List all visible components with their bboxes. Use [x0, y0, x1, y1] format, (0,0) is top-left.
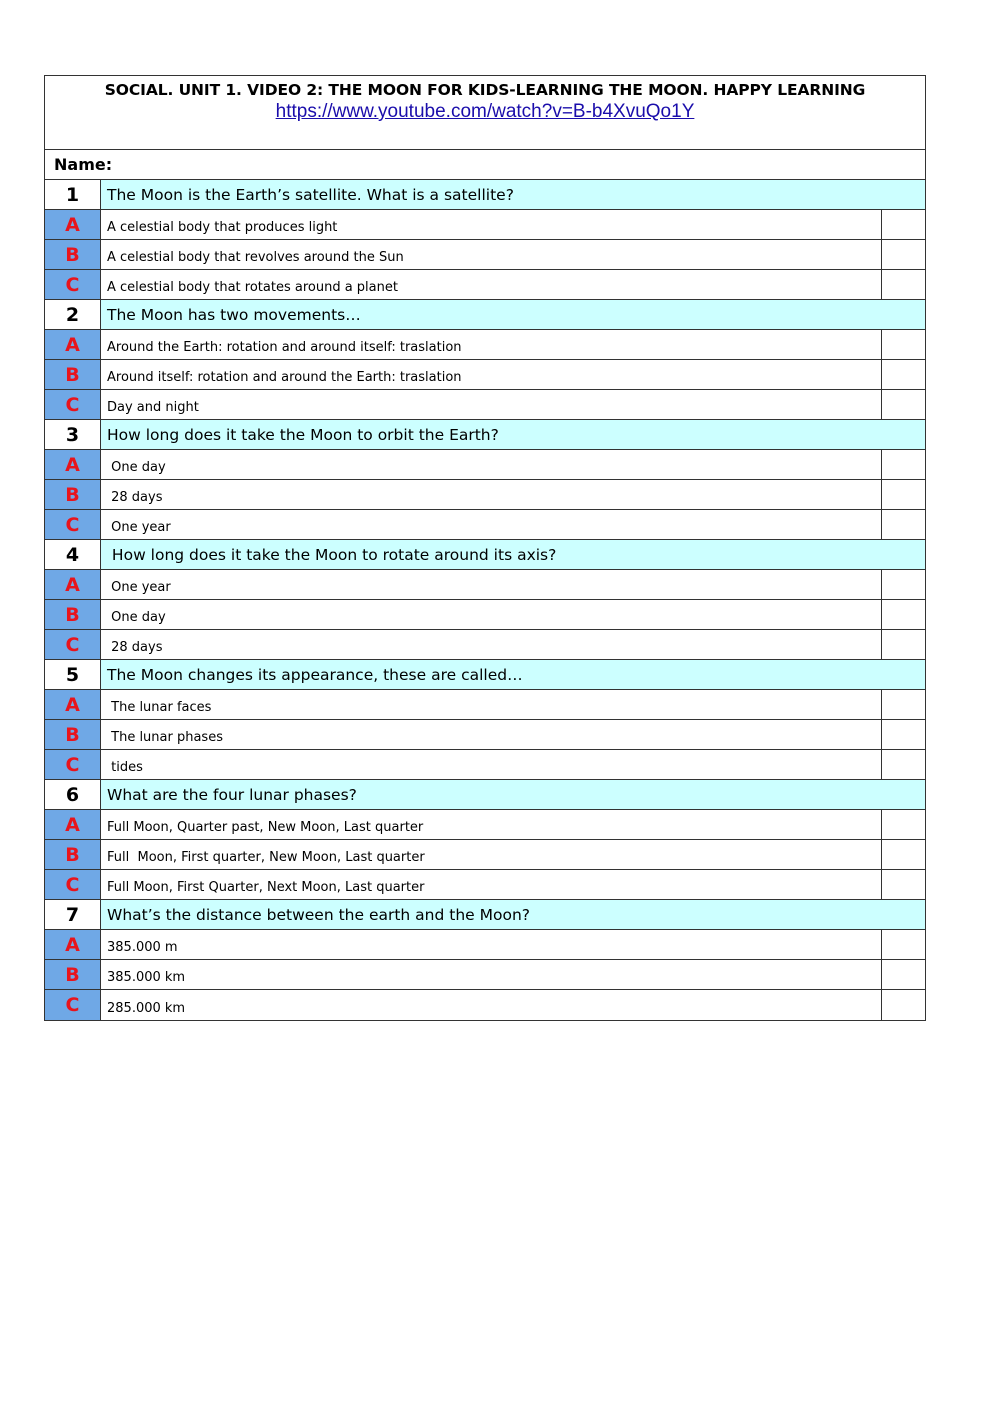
- answer-text: 28 days: [101, 630, 882, 659]
- answer-letter: A: [45, 210, 101, 239]
- answer-text: Full Moon, Quarter past, New Moon, Last quarter: [101, 810, 882, 839]
- answer-checkbox[interactable]: [882, 930, 925, 959]
- answer-text: Full Moon, First quarter, New Moon, Last quarter: [101, 840, 882, 869]
- answer-letter: B: [45, 480, 101, 509]
- answer-option-row: [45, 210, 925, 240]
- answer-letter: C: [45, 630, 101, 659]
- answer-letter: C: [45, 990, 101, 1020]
- answer-checkbox[interactable]: [882, 690, 925, 719]
- answer-option-row: [45, 840, 925, 870]
- answer-text: Around itself: rotation and around the Earth: traslation: [101, 360, 882, 389]
- answer-option-row: [45, 990, 925, 1020]
- answer-option-row: [45, 390, 925, 420]
- answer-letter: B: [45, 840, 101, 869]
- question-row: [45, 180, 925, 210]
- answer-option-row: [45, 360, 925, 390]
- answer-option-row: [45, 450, 925, 480]
- answer-checkbox[interactable]: [882, 960, 925, 989]
- answer-letter: A: [45, 930, 101, 959]
- question-number: 4: [45, 540, 101, 569]
- answer-checkbox[interactable]: [882, 390, 925, 419]
- answer-checkbox[interactable]: [882, 630, 925, 659]
- answer-letter: B: [45, 360, 101, 389]
- answer-checkbox[interactable]: [882, 810, 925, 839]
- answer-checkbox[interactable]: [882, 360, 925, 389]
- answer-option-row: [45, 870, 925, 900]
- question-row: [45, 900, 925, 930]
- answer-option-row: [45, 720, 925, 750]
- answer-text: A celestial body that revolves around the Sun: [101, 240, 882, 269]
- answer-letter: A: [45, 690, 101, 719]
- answer-letter: B: [45, 720, 101, 749]
- question-number: 2: [45, 300, 101, 329]
- answer-text: A celestial body that rotates around a planet: [101, 270, 882, 299]
- question-row: [45, 660, 925, 690]
- question-text: How long does it take the Moon to rotate around its axis?: [101, 540, 925, 569]
- answer-text: Around the Earth: rotation and around itself: traslation: [101, 330, 882, 359]
- question-row: [45, 420, 925, 450]
- answer-letter: C: [45, 390, 101, 419]
- answer-checkbox[interactable]: [882, 750, 925, 779]
- answer-checkbox[interactable]: [882, 210, 925, 239]
- answer-letter: A: [45, 810, 101, 839]
- question-text: What’s the distance between the earth and the Moon?: [101, 900, 925, 929]
- answer-checkbox[interactable]: [882, 330, 925, 359]
- answer-checkbox[interactable]: [882, 240, 925, 269]
- answer-option-row: [45, 480, 925, 510]
- question-row: [45, 300, 925, 330]
- name-label: Name:: [54, 155, 113, 174]
- answer-checkbox[interactable]: [882, 480, 925, 509]
- answer-checkbox[interactable]: [882, 840, 925, 869]
- questions-list: [45, 180, 925, 1020]
- answer-text: 28 days: [101, 480, 882, 509]
- answer-letter: A: [45, 330, 101, 359]
- answer-option-row: [45, 960, 925, 990]
- answer-option-row: [45, 510, 925, 540]
- question-row: [45, 780, 925, 810]
- question-number: 1: [45, 180, 101, 209]
- answer-text: The lunar phases: [101, 720, 882, 749]
- answer-checkbox[interactable]: [882, 720, 925, 749]
- answer-letter: C: [45, 870, 101, 899]
- answer-option-row: [45, 630, 925, 660]
- answer-letter: B: [45, 240, 101, 269]
- video-link[interactable]: https://www.youtube.com/watch?v=B-b4XvuQo1Y: [275, 101, 695, 122]
- answer-letter: C: [45, 270, 101, 299]
- answer-letter: C: [45, 750, 101, 779]
- answer-text: tides: [101, 750, 882, 779]
- answer-checkbox[interactable]: [882, 270, 925, 299]
- answer-option-row: [45, 240, 925, 270]
- answer-text: 385.000 m: [101, 930, 882, 959]
- question-text: The Moon is the Earth’s satellite. What is a satellite?: [101, 180, 925, 209]
- question-number: 6: [45, 780, 101, 809]
- question-text: The Moon changes its appearance, these are called…: [101, 660, 925, 689]
- question-text: The Moon has two movements…: [101, 300, 925, 329]
- name-row[interactable]: [45, 150, 925, 180]
- answer-option-row: [45, 750, 925, 780]
- question-number: 5: [45, 660, 101, 689]
- answer-text: 285.000 km: [101, 990, 882, 1020]
- answer-checkbox[interactable]: [882, 870, 925, 899]
- answer-text: A celestial body that produces light: [101, 210, 882, 239]
- answer-option-row: [45, 600, 925, 630]
- answer-checkbox[interactable]: [882, 990, 925, 1020]
- answer-text: The lunar faces: [101, 690, 882, 719]
- answer-option-row: [45, 330, 925, 360]
- answer-letter: A: [45, 570, 101, 599]
- answer-text: One day: [101, 450, 882, 479]
- worksheet-title: SOCIAL. UNIT 1. VIDEO 2: THE MOON FOR KIDS-LEARNING THE MOON. HAPPY LEARNING: [104, 81, 866, 99]
- answer-text: One day: [101, 600, 882, 629]
- question-text: How long does it take the Moon to orbit the Earth?: [101, 420, 925, 449]
- answer-checkbox[interactable]: [882, 600, 925, 629]
- answer-text: One year: [101, 510, 882, 539]
- answer-option-row: [45, 930, 925, 960]
- question-text: What are the four lunar phases?: [101, 780, 925, 809]
- answer-letter: B: [45, 600, 101, 629]
- question-number: 7: [45, 900, 101, 929]
- answer-option-row: [45, 570, 925, 600]
- answer-checkbox[interactable]: [882, 570, 925, 599]
- answer-option-row: [45, 270, 925, 300]
- answer-option-row: [45, 690, 925, 720]
- worksheet-table: [44, 75, 926, 1021]
- question-number: 3: [45, 420, 101, 449]
- question-row: [45, 540, 925, 570]
- answer-checkbox[interactable]: [882, 510, 925, 539]
- answer-text: 385.000 km: [101, 960, 882, 989]
- answer-checkbox[interactable]: [882, 450, 925, 479]
- answer-letter: C: [45, 510, 101, 539]
- answer-option-row: [45, 810, 925, 840]
- answer-text: One year: [101, 570, 882, 599]
- answer-letter: A: [45, 450, 101, 479]
- answer-letter: B: [45, 960, 101, 989]
- answer-text: Day and night: [101, 390, 882, 419]
- answer-text: Full Moon, First Quarter, Next Moon, Last quarter: [101, 870, 882, 899]
- worksheet-header: [45, 76, 925, 150]
